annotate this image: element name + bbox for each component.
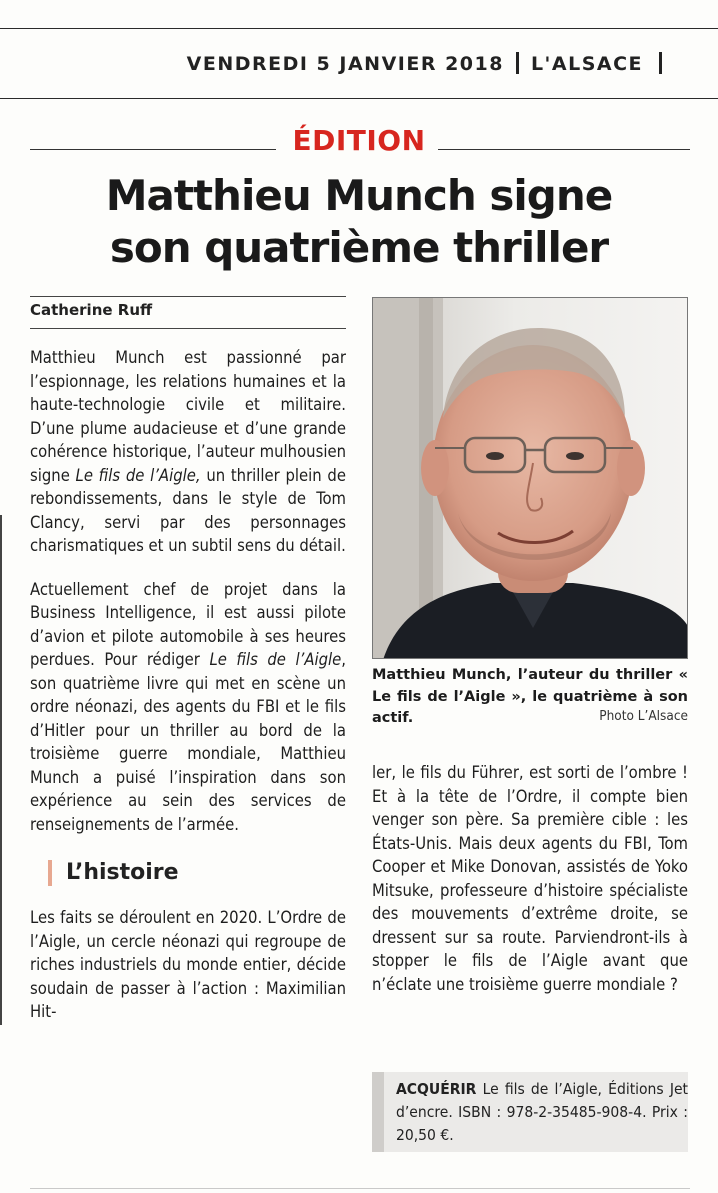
- info-box-text: [396, 1078, 688, 1147]
- byline-author: Catherine Ruff: [30, 301, 153, 319]
- header-date: VENDREDI 5 JANVIER 2018: [186, 53, 504, 75]
- article-column-right: [372, 761, 688, 996]
- subheading: [30, 860, 346, 886]
- paragraph-intro-text: Matthieu Munch est passionné par l’espionnage, les relations humaines et la haute-technologie civile et militaire. D’une plume audacieuse et d’une grande cohérence historique, l’auteur mulhousien signe: [30, 348, 346, 485]
- subheading-text: L’histoire: [66, 860, 179, 886]
- header-separator: [516, 52, 519, 74]
- book-title: Le fils de l’Aigle,: [75, 465, 201, 485]
- rubric-rule-right: [438, 149, 690, 150]
- info-box-details: Le fils de l’Aigle, Éditions Jet d’encre. ISBN : 978-2-35485-908-4. Prix : 20,50 €.: [396, 1080, 688, 1144]
- photo-caption: Matthieu Munch, l’auteur du thriller « Le fils de l’Aigle », le quatrième à son actif.: [372, 667, 688, 726]
- footer-rule: [30, 1188, 690, 1189]
- rubric: [0, 124, 718, 157]
- headline-line-2: son quatrième thriller: [109, 223, 609, 272]
- subheading-accent-bar: [48, 860, 52, 886]
- book-title: Le fils de l’Aigle: [209, 650, 342, 669]
- info-box-keyword: ACQUÉRIR: [396, 1080, 477, 1098]
- header-separator-end: [659, 52, 662, 74]
- info-box-accent-bar: [372, 1072, 384, 1152]
- article-headline: [0, 170, 718, 274]
- photo-credit: Photo L’Alsace: [599, 708, 688, 724]
- header-top-rule: [0, 28, 718, 29]
- author-photo: [372, 297, 688, 659]
- headline-line-1: Matthieu Munch signe: [105, 171, 613, 220]
- paragraph-author: [30, 578, 346, 837]
- paragraph-story-continued: ler, le fils du Führer, est sorti de l’ombre ! Et à la tête de l’Ordre, il compte bien venger son père. Sa première cible : les États-Unis. Mais deux agents du FBI, Tom Cooper et Mike Donovan, assistés de Yoko Mitsuke, professeure d’histoire spécialiste des mouvements d’extrême droite, se dressent sur sa route. Parviendront-ils à stopper le fils de l’Aigle avant que n’éclate une troisième guerre mondiale ?: [372, 763, 688, 994]
- page-edge-mark: [0, 515, 2, 1025]
- paragraph-intro-text-2: un thriller plein de rebondissements, dans le style de Tom Clancy, servi par des personnages charismatiques et un subtil sens du détail.: [30, 465, 346, 555]
- page-header: [187, 52, 662, 75]
- byline-rule-top: [30, 296, 346, 297]
- paragraph-author-text-2: , son quatrième livre qui met en scène un ordre néonazi, des agents du FBI et le fils d’Hitler pour un thriller au bord de la troisième guerre mondiale, Matthieu Munch a puisé l’inspiration dans son expérience au sein des services de renseignements de l’armée.: [30, 650, 347, 834]
- article-column-left: [30, 346, 346, 1024]
- header-newspaper-name: L'ALSACE: [530, 53, 643, 75]
- paragraph-intro: [30, 346, 346, 558]
- paragraph-author-text: Actuellement chef de projet dans la Business Intelligence, il est aussi pilote d’avion et pilote automobile à ses heures perdues. Pour rédiger: [30, 579, 346, 669]
- author-portrait-image: [373, 298, 688, 659]
- paragraph-story: Les faits se déroulent en 2020. L’Ordre de l’Aigle, un cercle néonazi qui regroupe de riches industriels du monde entier, décide soudain de passer à l’action : Maximilian Hit-: [30, 908, 346, 1021]
- header-bottom-rule: [0, 98, 718, 99]
- byline-rule-bottom: [30, 328, 346, 329]
- rubric-label: ÉDITION: [292, 124, 426, 157]
